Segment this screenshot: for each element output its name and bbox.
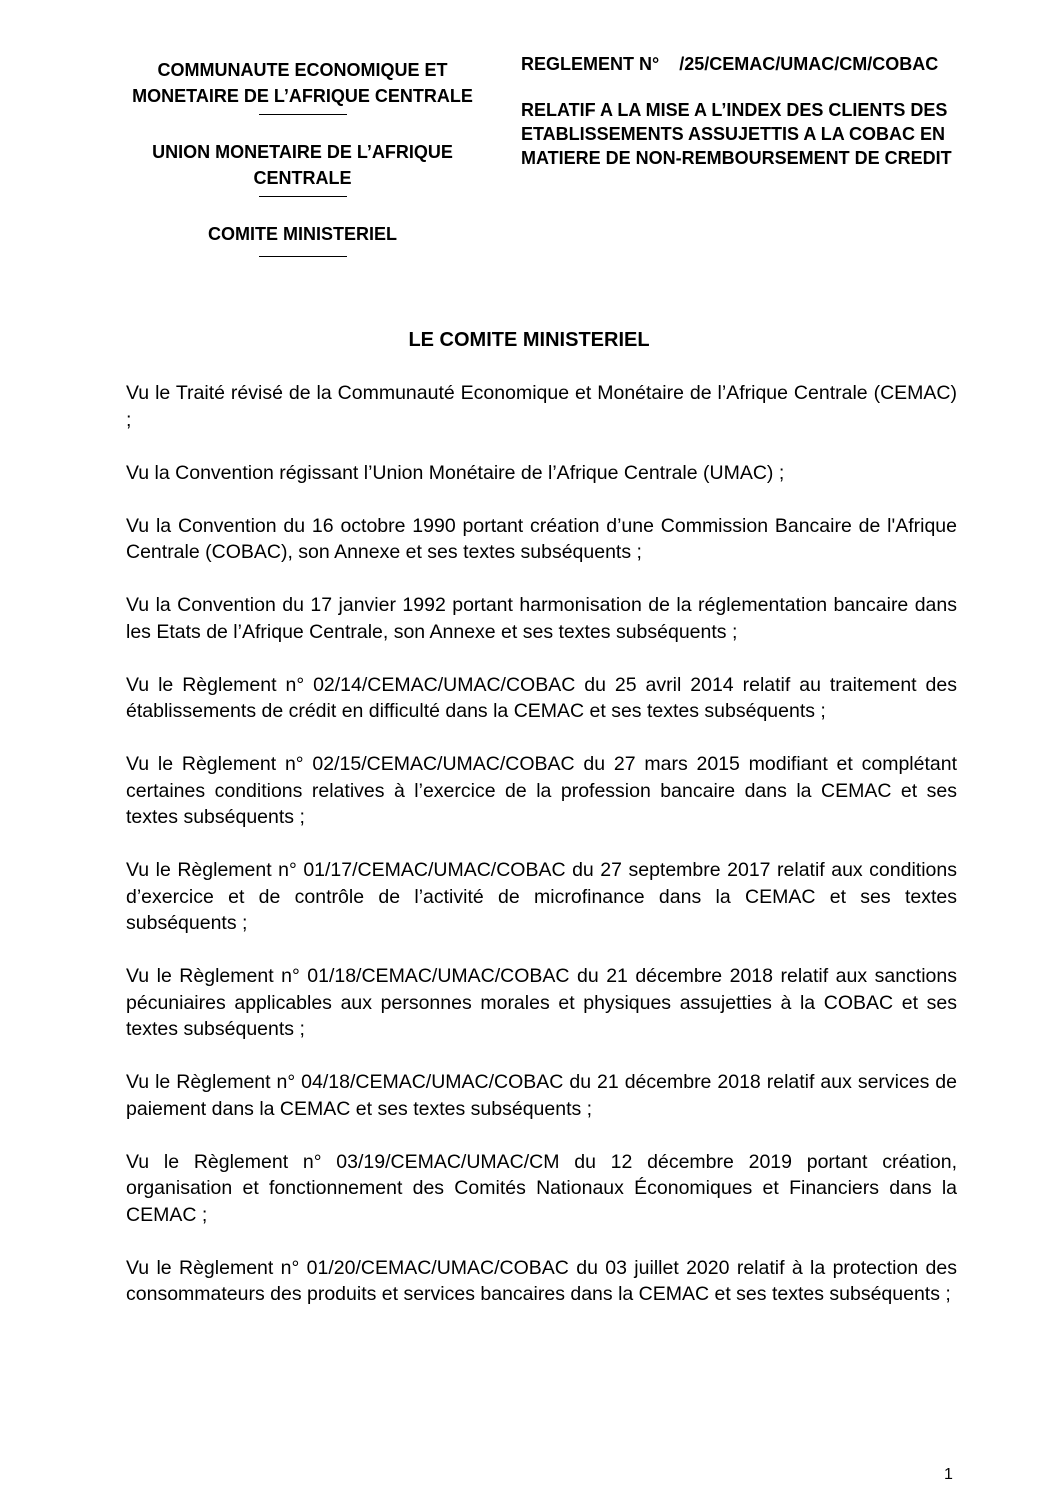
community-name-line2: MONETAIRE DE L’AFRIQUE CENTRALE <box>132 86 473 106</box>
community-name-line1: COMMUNAUTE ECONOMIQUE ET <box>157 60 448 80</box>
recital-paragraph: Vu la Convention du 17 janvier 1992 portant harmonisation de la réglementation bancaire dans les Etats de l’Afrique Centrale, son Annexe et ses textes subséquents ; <box>126 594 957 643</box>
recital-paragraph: Vu le Règlement n° 01/18/CEMAC/UMAC/COBAC du 21 décembre 2018 relatif aux sanctions pécuniaires applicables aux personnes morales et physiques assujetties à la COBAC et ses textes subséquents ; <box>126 965 957 1040</box>
union-name-line1: UNION MONETAIRE DE L’AFRIQUE <box>152 142 453 162</box>
union-name-line2: CENTRALE <box>253 168 352 188</box>
recital-paragraph: Vu le Règlement n° 02/14/CEMAC/UMAC/COBAC du 25 avril 2014 relatif au traitement des établissements de crédit en difficulté dans la CEMAC et ses textes subséquents ; <box>126 673 957 722</box>
main-title: LE COMITE MINISTERIEL <box>408 329 650 351</box>
regulation-header <box>521 52 1001 170</box>
recital-paragraph: Vu le Traité révisé de la Communauté Economique et Monétaire de l’Afrique Centrale (CEMAC) ; <box>126 382 957 431</box>
recital-paragraph: Vu le Règlement n° 02/15/CEMAC/UMAC/COBAC du 27 mars 2015 modifiant et complétant certaines conditions relatives à l’exercice de la profession bancaire dans la CEMAC et ses textes subséquents ; <box>126 753 957 828</box>
regulation-number: REGLEMENT N° /25/CEMAC/UMAC/CM/COBAC <box>521 54 939 74</box>
recital-paragraph: Vu la Convention régissant l’Union Monétaire de l’Afrique Centrale (UMAC) ; <box>126 461 785 484</box>
page-number: 1 <box>944 1466 953 1483</box>
regulation-subject: RELATIF A LA MISE A L’INDEX DES CLIENTS DES ETABLISSEMENTS ASSUJETTIS A LA COBAC EN MATIERE DE NON-REMBOURSEMENT DE CREDIT <box>521 100 952 168</box>
committee-name: COMITE MINISTERIEL <box>208 224 397 244</box>
recital-paragraph: Vu le Règlement n° 01/20/CEMAC/UMAC/COBAC du 03 juillet 2020 relatif à la protection des consommateurs des produits et services bancaires dans la CEMAC et ses textes subséquents ; <box>126 1256 957 1305</box>
recital-paragraph: Vu le Règlement n° 03/19/CEMAC/UMAC/CM du 12 décembre 2019 portant création, organisation et fonctionnement des Comités Nationaux Économiques et Financiers dans la CEMAC ; <box>126 1150 957 1226</box>
issuer-block <box>110 57 495 257</box>
recital-paragraph: Vu le Règlement n° 01/17/CEMAC/UMAC/COBAC du 27 septembre 2017 relatif aux conditions d’exercice et de contrôle de l’activité de microfinance dans la CEMAC et ses textes subséquents ; <box>126 859 957 934</box>
separator-line <box>259 255 347 257</box>
separator-line <box>259 113 347 115</box>
separator-line <box>259 195 347 197</box>
document-body <box>126 380 957 1334</box>
recital-paragraph: Vu la Convention du 16 octobre 1990 portant création d’une Commission Bancaire de l'Afrique Centrale (COBAC), son Annexe et ses textes subséquents ; <box>126 514 957 563</box>
recital-paragraph: Vu le Règlement n° 04/18/CEMAC/UMAC/COBAC du 21 décembre 2018 relatif aux services de paiement dans la CEMAC et ses textes subséquents ; <box>126 1071 957 1120</box>
